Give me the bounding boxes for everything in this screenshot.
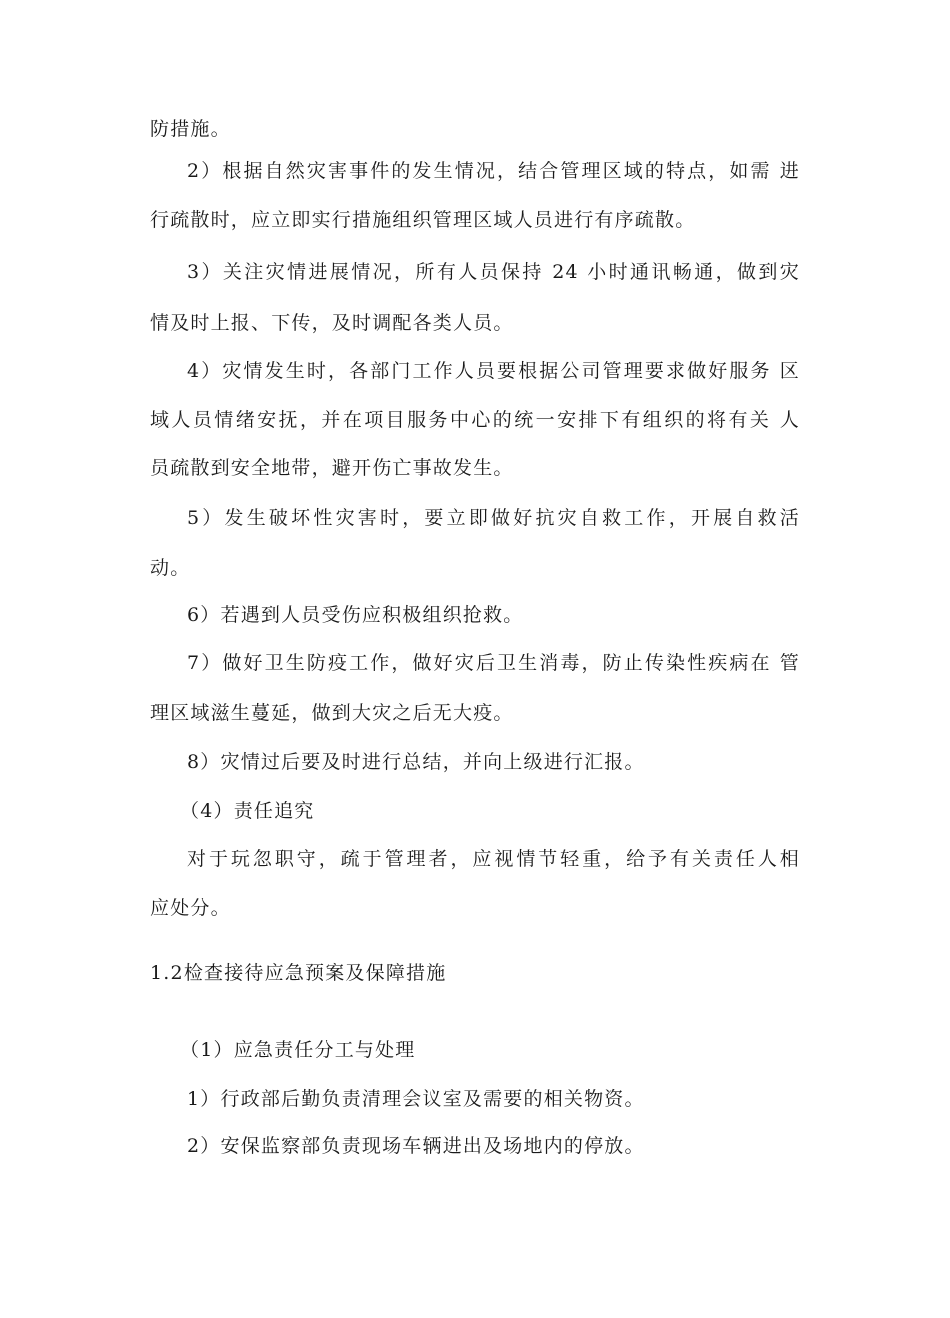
text-line: 8）灾情过后要及时进行总结，并向上级进行汇报。 (187, 751, 645, 773)
text-line: 行疏散时，应立即实行措施组织管理区域人员进行有序疏散。 (150, 209, 696, 231)
section-heading: （1）应急责任分工与处理 (180, 1039, 416, 1061)
text-line: 1）行政部后勤负责清理会议室及需要的相关物资。 (187, 1088, 645, 1110)
text-line: 防措施。 (150, 118, 231, 140)
text-line: 动。 (150, 557, 191, 579)
text-line: 对于玩忽职守，疏于管理者，应视情节轻重，给予有关责任人相 (187, 848, 800, 870)
text-line: 域人员情绪安抚，并在项目服务中心的统一安排下有组织的将有关 人 (150, 409, 800, 431)
text-line: 2）根据自然灾害事件的发生情况，结合管理区域的特点，如需 进 (187, 160, 800, 182)
section-title: 1.2检查接待应急预案及保障措施 (150, 962, 447, 984)
text-line: 7）做好卫生防疫工作，做好灾后卫生消毒，防止传染性疾病在 管 (187, 652, 800, 674)
text-line: 5）发生破坏性灾害时，要立即做好抗灾自救工作，开展自救活 (187, 507, 800, 529)
text-line: 2）安保监察部负责现场车辆进出及场地内的停放。 (187, 1135, 645, 1157)
text-line: 6）若遇到人员受伤应积极组织抢救。 (187, 604, 524, 626)
text-line: 员疏散到安全地带，避开伤亡事故发生。 (150, 457, 514, 479)
text-line: 情及时上报、下传，及时调配各类人员。 (150, 312, 514, 334)
text-line: 3）关注灾情进展情况，所有人员保持 24 小时通讯畅通，做到灾 (187, 261, 800, 283)
text-line: 理区域滋生蔓延，做到大灾之后无大疫。 (150, 702, 514, 724)
section-heading: （4）责任追究 (180, 800, 315, 822)
text-line: 4）灾情发生时，各部门工作人员要根据公司管理要求做好服务 区 (187, 360, 800, 382)
text-line: 应处分。 (150, 897, 231, 919)
